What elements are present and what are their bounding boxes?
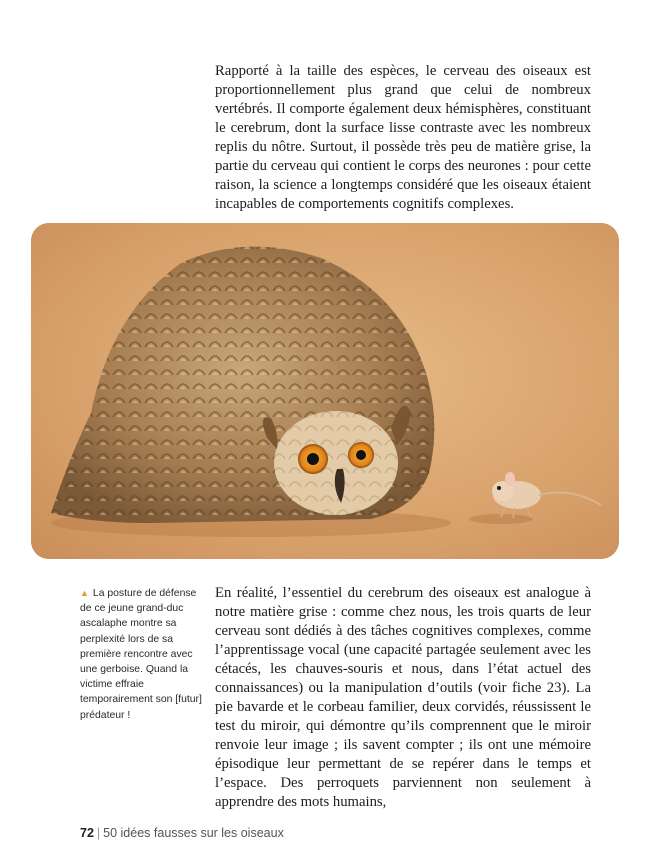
book-title: 50 idées fausses sur les oiseaux [103,826,284,840]
body-paragraph-1: Rapporté à la taille des espèces, le cerveau des oiseaux est proportionnellement plus grand que celui de nombreux vertébrés. Il comporte également deux hémisphères, constituant le cerebrum, dont la surface lisse contraste avec les nombreux replis du nôtre. Surtout, il possède très peu de matière grise, la partie du cerveau qui contient le corps des neurones : pour cette raison, la science a longtemps considéré que les oiseaux étaient incapables de comportements cognitifs complexes. [215,63,591,212]
page-footer [80,826,284,840]
photo-caption [80,586,205,723]
body-paragraph-2: En réalité, l’essentiel du cerebrum des oiseaux est analogue à notre matière grise : comme chez nous, les trois quarts de leur cerveau sont dédiés à des tâches cognitives complexes, comme l’apprentissage vocal (une capacité partagée seulement avec les cétacés, les chauves-souris et nous, dans l’état actuel des connaissances) ou la manipulation d’outils (voir fiche 23). La pie bavarde et le corbeau familier, deux corvidés, réussissent le test du miroir, qui démontre qu’ils comprennent que le miroir renvoie leur image ; ils savent compter ; ils ont une mémoire épisodique leur permettant de se repérer dans le temps et l’espace. Des perroquets parviennent non seulement à apprendre des mots humains, [215,585,591,810]
owl-gerbil-photo [31,223,619,559]
owl-gerbil-illustration [31,223,619,559]
page-number: 72 [80,826,94,840]
caption-triangle-icon: ▲ [80,588,89,598]
footer-separator: | [96,826,101,840]
caption-text: La posture de défense de ce jeune grand-duc ascalaphe montre sa perplexité lors de sa première rencontre avec une gerboise. Quand la victime effraie temporairement son [futur] prédateur ! [80,588,202,721]
